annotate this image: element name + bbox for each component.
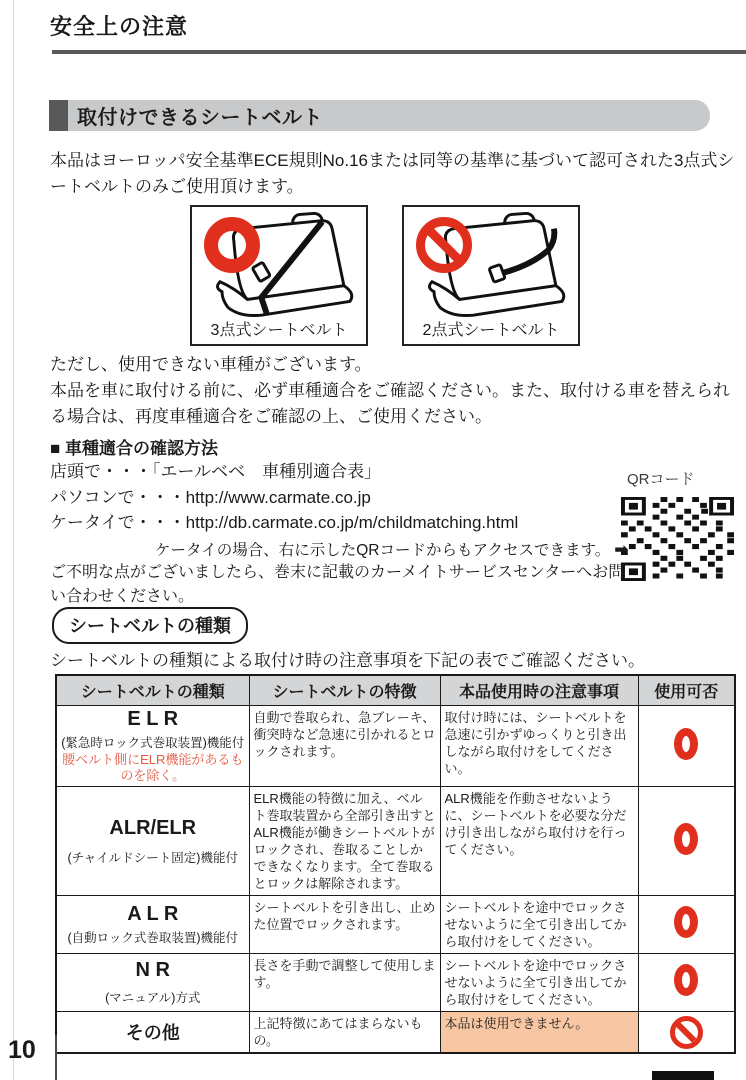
cell-feature: シートベルトを引き出し、止めた位置でロックされます。 [249, 896, 440, 954]
ok-circle-icon [674, 906, 698, 938]
prohibited-icon [670, 1016, 703, 1049]
method-mobile [50, 510, 518, 536]
method-pc [50, 485, 518, 511]
page-left-edge-line [13, 0, 14, 1080]
cell-feature: 長さを手動で調整して使用します。 [249, 954, 440, 1012]
cell-note-highlighted: 本品は使用できません。 [440, 1012, 638, 1054]
cell-feature: ELR機能の特徴に加え、ベルト巻取装置から全部引き出すとALR機能が働きシートベルトがロックされ、巻取ることしかできなくなります。全て巻取るとロックは解除されます。 [249, 787, 440, 896]
figure-row [190, 205, 580, 346]
ok-circle-icon [674, 964, 698, 996]
table-lead-text: シートベルトの種類による取付け時の注意事項を下記の表でご確認ください。 [50, 651, 645, 670]
right-arrow-icon: ➡ [614, 540, 629, 559]
qr-note-text: ケータイの場合、右に示したQRコードからもアクセスできます。 [155, 542, 611, 559]
col-header-feature: シートベルトの特徴 [249, 675, 440, 706]
belt-type-warning: 腰ベルト側にELR機能があるものを除く。 [62, 752, 244, 783]
section-header [49, 100, 710, 131]
page-number: 10 [8, 1036, 36, 1064]
belt-type-name: N R [135, 959, 170, 981]
table-row [56, 954, 735, 1012]
belt-type-name: ALR/ELR [109, 816, 197, 839]
compat-methods [50, 459, 518, 536]
qr-code-image [621, 497, 734, 581]
cell-note: シートベルトを途中でロックさせないように全て引き出してから取付けをしてください。 [440, 896, 638, 954]
note-line-1: ただし、使用できない車種がございます。 [50, 355, 372, 374]
cell-type [56, 896, 249, 954]
cell-type [56, 787, 249, 896]
note-line-2: 本品を車に取付ける前に、必ず車種適合をご確認ください。また、取付ける車を替えられる場合は、再度車種適合をご確認の上、ご使用ください。 [50, 381, 730, 426]
belt-types-pill-title: シートベルトの種類 [52, 607, 248, 644]
cell-usable [638, 896, 735, 954]
belt-type-sub: (マニュアル)方式 [105, 991, 201, 1005]
qr-code-label: QRコード [627, 471, 695, 488]
table-row [56, 896, 735, 954]
method-label: 店頭で・・・ [50, 462, 152, 481]
section-title: 取付けできるシートベルト [77, 107, 323, 129]
table-header-row [56, 675, 735, 706]
compat-heading: ■ 車種適合の確認方法 [50, 439, 218, 458]
cell-feature: 上記特徴にあてはまらないもの。 [249, 1012, 440, 1054]
cell-usable [638, 706, 735, 787]
page-title: 安全上の注意 [50, 14, 189, 39]
table-row [56, 1012, 735, 1054]
col-header-type: シートベルトの種類 [56, 675, 249, 706]
notes-paragraph [50, 352, 742, 430]
figure-caption: 3点式シートベルト [210, 322, 348, 339]
method-label: パソコンで・・・ [50, 487, 186, 507]
belt-type-name: E L R [127, 708, 179, 730]
col-header-note: 本品使用時の注意事項 [440, 675, 638, 706]
ok-circle-icon [674, 728, 698, 760]
method-store [50, 459, 518, 485]
url-text: http://www.carmate.co.jp [185, 487, 371, 507]
ok-circle-icon [674, 823, 698, 855]
belt-type-sub: (緊急時ロック式巻取装置)機能付 [61, 736, 245, 750]
cell-usable [638, 787, 735, 896]
figure-2point [402, 205, 580, 346]
table-row [56, 787, 735, 896]
belt-type-sub: (チャイルドシート固定)機能付 [67, 850, 238, 865]
ok-circle-icon [204, 217, 260, 273]
cell-usable [638, 954, 735, 1012]
url-text: http://db.carmate.co.jp/m/childmatching.html [185, 513, 519, 532]
cell-note: ALR機能を作動させないように、シートベルトを必要な分だけ引き出しながら取付けを行ってください。 [440, 787, 638, 896]
intro-paragraph: 本品はヨーロッパ安全基準ECE規則No.16または同等の基準に基づいて認可された3点式シートベルトのみご使用頂けます。 [50, 151, 735, 196]
col-header-usable: 使用可否 [638, 675, 735, 706]
footer-divider-line [55, 1035, 57, 1080]
belt-type-name: その他 [125, 1023, 180, 1043]
title-divider [52, 50, 746, 54]
cell-note: シートベルトを途中でロックさせないように全て引き出してから取付けをしてください。 [440, 954, 638, 1012]
cell-usable [638, 1012, 735, 1054]
figure-3point [190, 205, 368, 346]
belt-type-sub: (自動ロック式巻取装置)機能付 [67, 931, 239, 945]
figure-caption: 2点式シートベルト [422, 322, 560, 339]
cell-feature: 自動で巻取られ、急ブレーキ、衝突時など急速に引かれるとロックされます。 [249, 706, 440, 787]
cell-type [56, 954, 249, 1012]
qr-access-note [155, 538, 629, 560]
cell-type [56, 1012, 249, 1054]
table-row [56, 706, 735, 787]
seatbelt-types-table [55, 674, 736, 1054]
cell-type [56, 706, 249, 787]
page-edge-tab [652, 1071, 714, 1080]
prohibited-icon [416, 217, 472, 273]
contact-paragraph: ご不明な点がございましたら、巻末に記載のカーメイトサービスセンターへお問い合わせください。 [50, 564, 625, 605]
section-header-square [49, 100, 68, 131]
method-label: ケータイで・・・ [50, 513, 186, 532]
belt-type-name: A L R [127, 903, 179, 925]
method-value: 「エールベベ 車種別適合表」 [152, 462, 382, 481]
cell-note: 取付け時には、シートベルトを急速に引かずゆっくりと引き出しながら取付けをしてください。 [440, 706, 638, 787]
